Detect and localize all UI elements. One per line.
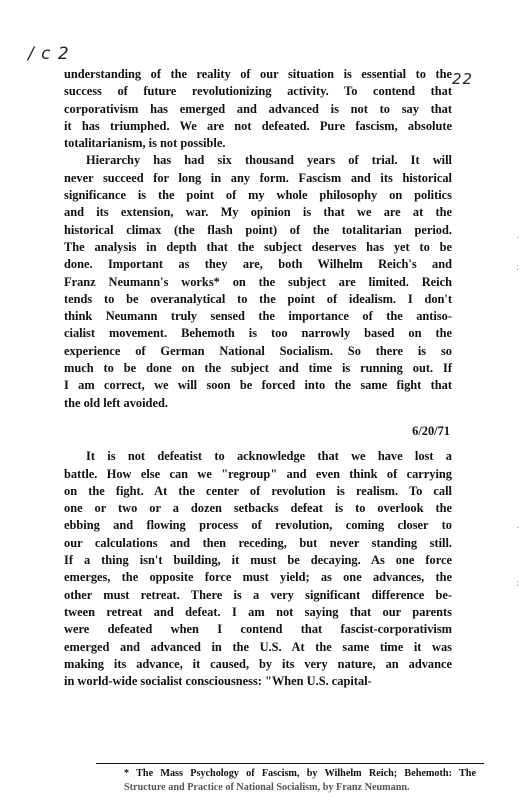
- text-line: Hierarchy has had six thousand years of trial. It will: [86, 153, 452, 168]
- text-line: in world-wide socialist consciousness: "When U.S. capital-: [64, 674, 372, 689]
- scan-speck: :: [516, 578, 519, 589]
- text-line: on the fight. At the center of revolution is realism. To call: [64, 483, 452, 498]
- text-line: think Neumann truly sensed the importance of the antiso-: [64, 309, 452, 324]
- text-line: Franz Neumann's works* on the subject are limited. Reich: [64, 274, 452, 289]
- text-line: other must retreat. There is a very significant difference be-: [64, 587, 452, 602]
- text-line: it has triumphed. We are not defeated. Pure fascism, absolute: [64, 118, 452, 133]
- text-line: understanding of the reality of our situation is essential to the: [64, 67, 452, 81]
- footnote-line: Structure and Practice of National Socialism, by Franz Neumann.: [124, 781, 410, 793]
- handwritten-page-number: / c 2: [28, 44, 70, 64]
- text-line: battle. How else can we "regroup" and even think of carrying: [64, 466, 452, 481]
- text-line: and its extension, war. My opinion is that we are at the: [64, 205, 452, 220]
- text-line: success of future revolutionizing activity. To contend that: [64, 84, 452, 99]
- text-line: ebbing and flowing process of revolution, coming closer to: [64, 518, 452, 533]
- text-line: emerges, the opposite force must yield; as one advances, the: [64, 570, 452, 585]
- scan-speck: .: [516, 230, 519, 241]
- text-line: totalitarianism, is not possible.: [64, 136, 226, 151]
- paragraph-3: [64, 448, 452, 690]
- text-line: never succeed for long in any form. Fascism and its historical: [64, 170, 452, 185]
- text-line: experience of German National Socialism. So there is so: [64, 343, 452, 358]
- text-line: our calculations and then receding, but never standing still.: [64, 535, 452, 550]
- text-line: tween retreat and defeat. I am not saying that our parents: [64, 604, 452, 619]
- text-line: making its advance, it caused, by its very nature, an advance: [64, 656, 452, 671]
- text-line: tends to be overanalytical to the point of idealism. I don't: [64, 291, 452, 306]
- paragraph-1: [64, 66, 452, 152]
- text-line: one or two or a dozen setbacks defeat is to overlook the: [64, 501, 452, 516]
- paragraph-2: [64, 152, 452, 411]
- text-line: significance is the point of my whole philosophy on politics: [64, 188, 452, 203]
- text-line: corporativism has emerged and advanced is not to say that: [64, 101, 452, 116]
- footnote-line: * The Mass Psychology of Fascism, by Wilhelm Reich; Behemoth: The: [124, 768, 476, 779]
- text-line: were defeated when I contend that fascist-corporativism: [64, 622, 452, 637]
- scan-speck: :: [516, 262, 519, 273]
- text-line: done. Important as they are, both Wilhelm Reich's and: [64, 257, 452, 272]
- footnote: [124, 767, 476, 794]
- handwritten-page-number-right: 22: [452, 70, 474, 88]
- text-line: I am correct, we will soon be forced into the same fight that: [64, 378, 452, 393]
- text-line: If a thing isn't building, it must be decaying. As one force: [64, 553, 452, 568]
- text-line: the old left avoided.: [64, 395, 168, 410]
- journal-date: 6/20/71: [412, 423, 450, 438]
- book-page-body: [64, 66, 452, 690]
- text-line: much to be done on the subject and time is running out. If: [64, 361, 452, 376]
- text-line: emerged and advanced in the U.S. At the same time it was: [64, 639, 452, 654]
- text-line: cialist movement. Behemoth is too narrowly based on the: [64, 326, 452, 341]
- text-line: historical climax (the flash point) of the totalitarian period.: [64, 222, 452, 237]
- footnote-divider: [96, 763, 484, 764]
- text-line: The analysis in depth that the subject deserves has yet to be: [64, 239, 452, 254]
- text-line: It is not defeatist to acknowledge that we have lost a: [86, 449, 452, 464]
- scan-speck: .: [516, 520, 519, 531]
